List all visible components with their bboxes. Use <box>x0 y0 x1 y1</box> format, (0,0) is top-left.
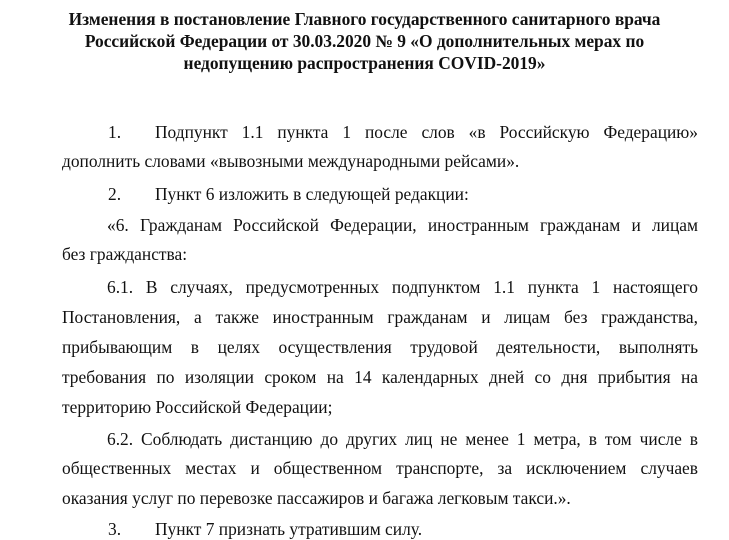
para-6-2-line-3: оказания услуг по перевозке пассажиров и багажа легковым такси.». <box>62 488 571 508</box>
item-3-text: Пункт 7 признать утратившим силу. <box>155 519 423 539</box>
title-line-2: Российской Федерации от 30.03.2020 № 9 «О дополнительных мерах по <box>84 31 645 51</box>
para-6-1-line-4: требования по изоляции сроком на 14 календарных дней со дня прибытия на <box>62 367 698 387</box>
para-6-2-line-1: 6.2. Соблюдать дистанцию до других лиц не менее 1 метра, в том числе в <box>107 429 698 449</box>
para-6-line-2: без гражданства: <box>62 244 188 264</box>
document-title <box>20 8 709 74</box>
para-6-2-line-2: общественных местах и общественном транспорте, за исключением случаев <box>62 458 698 478</box>
item-2-number: 2. <box>108 184 122 204</box>
para-6-1-line-3: прибывающим в целях осуществления трудовой деятельности, выполнять <box>62 337 698 357</box>
para-6-1-line-2: Постановления, а также иностранным гражданам и лицам без гражданства, <box>62 307 698 327</box>
para-6-1-line-5: территорию Российской Федерации; <box>62 397 333 417</box>
item-1-number: 1. <box>108 122 122 142</box>
title-line-1: Изменения в постановление Главного государственного санитарного врача <box>68 9 661 29</box>
para-6-line-1: «6. Гражданам Российской Федерации, иностранным гражданам и лицам <box>107 215 698 235</box>
item-1-line-1: Подпункт 1.1 пункта 1 после слов «в Российскую Федерацию» <box>155 122 698 142</box>
title-line-3: недопущению распространения COVID-2019» <box>183 53 546 73</box>
item-1-line-2: дополнить словами «вывозными международными рейсами». <box>62 151 520 171</box>
item-2-text: Пункт 6 изложить в следующей редакции: <box>155 184 469 204</box>
para-6-1-line-1: 6.1. В случаях, предусмотренных подпунктом 1.1 пункта 1 настоящего <box>107 277 698 297</box>
item-3-number: 3. <box>108 519 122 539</box>
